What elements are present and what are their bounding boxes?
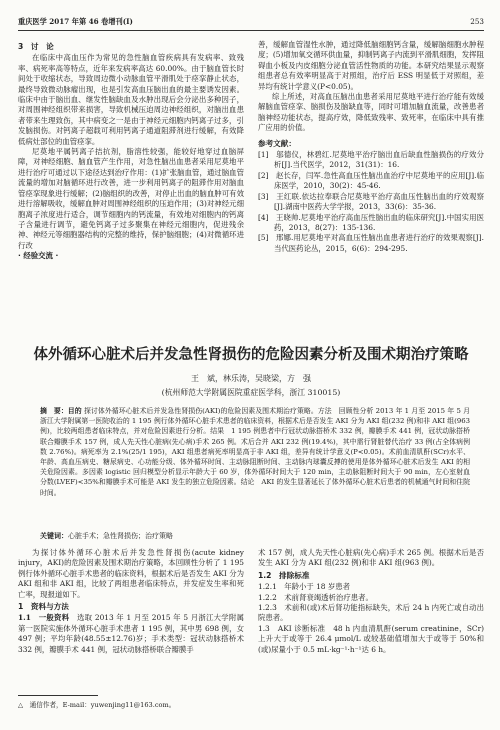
- affiliation: (杭州师范大学附属医院重症医学科，浙江 310015): [161, 388, 341, 397]
- paragraph: 尼莫地平属钙离子拮抗剂，脂溶性较强，能较好地穿过血脑屏障，对神经细胞、脑血管产生作用，对急性脑出血患者采用尼莫地平进行治疗可通过以下途径达到治疗作用：(1)扩张脑血管，通过脑血管流量的增加对脑循环进行改善，进一步利用钙离子的阻滞作用对脑血管痉挛现象进行缓解；(2)脑组织的改善，对停止出血的脑血肿可有效进行溶解吸收，缓解血肿对周围神经组织的压迫作用；(3)对神经元细胞离子浓度进行适合，调节细胞内的钙流量，有效地对细胞内的钙离子含量进行调节，避免钙离子过多聚集在神经元细胞内，促进残余神、神经元等细胞器结构的完整的维持，保护脑细胞；(4)对微循环进行改: [18, 147, 244, 250]
- methods-column: [258, 548, 484, 655]
- paragraph: 综上所述，对高血压脑出血患者采用尼莫地平进行治疗能有效缓解脑血管痉挛、脑损伤及脑缺血等，同时可增加脑血流量，改善患者脑神经功能状态，提高疗效，降低致残率、致死率，在临床中具有推广应用的价值。: [258, 92, 484, 133]
- exclusion-item: 1.2.3 术前和(或)术后肾功能指标缺失，术后 24 h 内死亡或自动出院患者。: [258, 603, 484, 623]
- footnote: △ 通信作者，E-mail：yuwenjing11@163.com。: [18, 701, 176, 709]
- paragraph-text: 选取 2013 年 1 月至 2015 年 5 月浙江大学附属第一医院实施体外循环心脏手术患者 1 195 例，其中男 698 例，女 497 例；平均年龄(48.55±12.76)岁；手术类型：冠状动脉搭桥术 332 例，瓣膜手术 441 例，冠状动脉搭桥联合瓣膜手: [18, 613, 244, 654]
- exclusion-item: 1.2.1 年龄小于 18 岁患者: [258, 582, 351, 592]
- running-header: [18, 17, 484, 29]
- abstract-label: 摘 要：目的: [40, 407, 82, 415]
- reference-item: [3] 王红联.依达拉奉联合尼莫地平治疗高血压性脑出血的疗效观察[J].湖南中医药大学学报，2013，33(6)：35-36.: [258, 191, 484, 212]
- paragraph: 在临床中高血压作为常见的急性脑血管疾病具有发病率、致残率、病死率高等特点，近年来发病率高达 60.00%。由于脑血管长时间处于收缩状态，导致周边微小动脉血管平滑肌处于痉挛静止状态，最终导致微动脉瘤出现，也是引发高血压脑出血的最主要诱发因素。临床中由于脑出血、继发性脑缺血及水肿出现后会分泌出多种因子，对周围神经组织带来损害，导致机械压迫周边神经组织，对脑出血患者带来生理致伤，其中病变之一是由于神经元细胞内钙离子过多，引发脑损伤。对钙离子超载可利用钙离子通道阻滞剂进行缓解，有效降低病灶部位的血管痉挛。: [18, 53, 244, 146]
- keywords-text: 心脏手术；急性肾损伤；治疗策略: [68, 532, 173, 540]
- subsection-heading: 1.2 排除标准: [258, 570, 310, 580]
- column-label: · 经验交流 ·: [18, 251, 59, 261]
- references-heading: 参考文献：: [258, 138, 296, 148]
- reference-item: [4] 王晓帅.尼莫地平治疗高血压性脑出血的临床研究[J].中国实用医药，2013，8(27)：135-136.: [258, 212, 484, 232]
- page-number: 253: [470, 17, 484, 26]
- reference-list: [258, 150, 484, 254]
- abstract-text: 探讨体外循环心脏术后并发急性肾损伤(AKI)的危险因素及围术期治疗策略。方法 回顾性分析 2013 年 1 月至 2015 年 5 月浙江大学附属第一医院收治的 1 195 例行体外循环心脏手术患者的临床资料，根据术后是否发生 AKI 分为 AKI 组(232 例)和非 AKI 组(963 例)，比较两组患者临床特点，并对危险因素进行分析。结果 1 195 例患者中行冠状动脉搭桥术 332 例，瓣膜手术 441 例，冠状动脉搭桥联合瓣膜手术 157 例，成人先天性心脏病(先心病)手术 265 例。术后合并 AKI 232 例(19.4%)，其中需行肾脏替代治疗 33 例(占全体病例数 2.76%)。病死率为 2.1%(25/1 195)，AKI 组患者病死率明显高于非 AKI 组，差异有统计学意义(P<0.05)。术前血清肌酐(SCr)水平、年龄、高血压病史、糖尿病史、心功能分级、体外循环时间、主动脉阻断时间、主动脉内球囊反搏的使用是体外循环心脏术后发生 AKI 的相关危险因素。多因素 logistic 回归模型分析显示年龄大于 60 岁，体外循环时间大于 120 min，主动脉阻断时间大于 90 min，左心室射血分数(LVEF)<35%和瓣膜手术可能是 AKI 发生的独立危险因素。结论 AKI 的发生显著延长了体外循环心脏术后患者的机械通气时间和住院时间。: [40, 407, 470, 497]
- reference-item: [2] 赵长存，闫军.急性高血压性脑出血治疗中尼莫地平的应用[J].临床医学，2010，30(2)：45-46.: [258, 170, 484, 191]
- footnote-rule: [18, 695, 98, 696]
- paragraph: [18, 613, 244, 655]
- reference-item: [1] 邬德仪，林碧红.尼莫地平治疗脑出血后缺血性脑损伤的疗效分析[J].当代医学，2012，31(31)：16.: [258, 150, 484, 170]
- intro-column: [18, 548, 244, 655]
- article-title: 体外循环心脏术后并发急性肾损伤的危险因素分析及围术期治疗策略: [33, 347, 469, 363]
- paragraph: 术 157 例，成人先天性心脏病(先心病)手术 265 例。根据术后是否发生 AKI 分为 AKI 组(232 例)和非 AKI 组(963 例)。: [258, 548, 484, 568]
- header-rule: [18, 30, 484, 31]
- exclusion-item: 1.2.2 术前肾衰竭透析治疗患者。: [258, 592, 373, 602]
- paragraph: 1.3 AKI 诊断标准 48 h 内血清肌酐(serum creatinine，SCr)上升大于或等于 26.4 μmol/L 或较基础值增加大于或等于 50%和(或)尿量小于 0.5 mL·kg⁻¹·h⁻¹达 6 h。: [258, 623, 484, 654]
- section-heading: 3 讨 论: [18, 42, 54, 51]
- abstract: [40, 406, 470, 498]
- author-list: 王 斌，林乐涛，吴晓梁，方 强: [191, 374, 311, 383]
- paragraph: 为探讨体外循环心脏术后并发急性肾损伤(acute kidney injury，AKI)的危险因素及围术期治疗策略，本回顾性分析了 1 195 例行体外循环心脏手术患者的临床资料，根据术后是否发生 AKI 分为 AKI 组和非 AKI 组，比较了两组患者临床特点，并发症发生率和死亡率，现报道如下。: [18, 548, 244, 599]
- subsection-heading: 1.1 一般资料: [18, 613, 70, 623]
- discussion-column: [18, 40, 244, 262]
- reference-item: [5] 邢娜.用尼莫地平对高血压性脑出血患者进行治疗的效果观察[J].当代医药论丛，2015，6(6)：294-295.: [258, 233, 484, 253]
- keywords-label: 关键词：: [40, 532, 68, 540]
- section-heading: 1 资料与方法: [18, 602, 69, 612]
- journal-name: 重庆医学 2017 年第 46 卷增刊(Ⅰ): [18, 17, 133, 26]
- conclusion-column: [258, 40, 484, 254]
- paragraph: 善，缓解血管湿性水肿，通过降低脑细胞钙含量，缓解脑细胞水肿程度；(5)增加氧交循环供血量，抑制钙离子内流到平滑肌细胞，发挥阻碍血小板及内皮细胞分泌血管活性物质的功能。本研究结果显示观察组患者总有效率明显高于对照组，治疗后 ESS 明显低于对照组，差异均有统计学意义(P<0.05)。: [258, 40, 484, 91]
- keywords: [40, 531, 470, 541]
